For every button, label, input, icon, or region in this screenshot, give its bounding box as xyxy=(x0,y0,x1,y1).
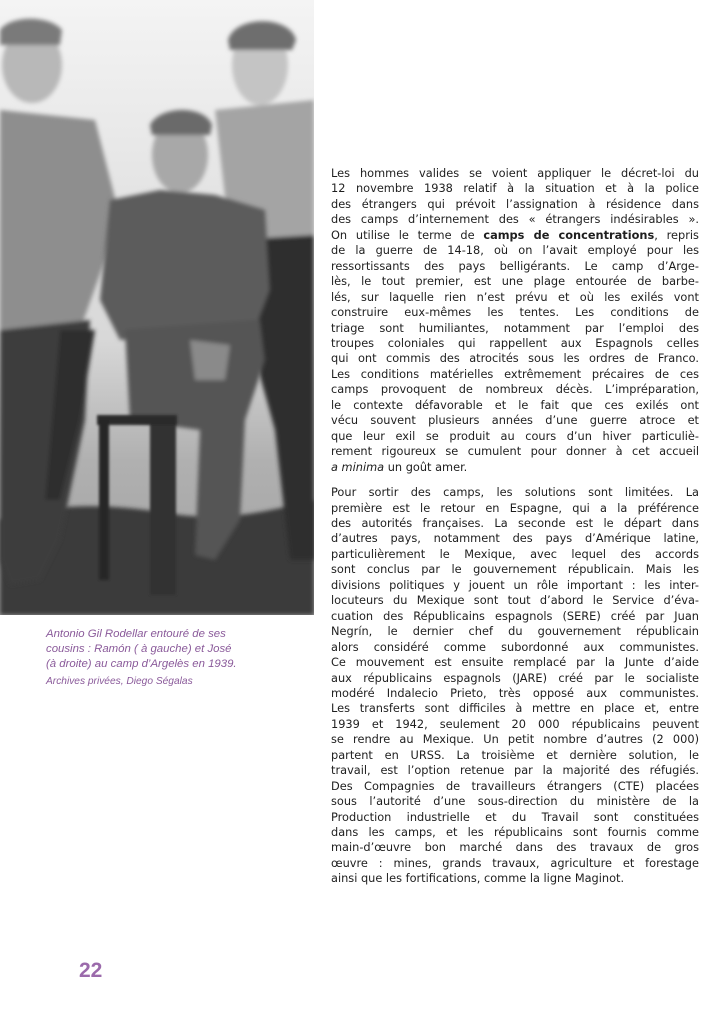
text-line: travail, est l’option retenue par la majorité des réfugiés. xyxy=(331,763,699,778)
text-line: des camps d’internement des « étrangers indésirables ». xyxy=(331,212,699,227)
text-line: 12 novembre 1938 relatif à la situation et à la police xyxy=(331,181,699,196)
emphasis-bold: camps de concentrations xyxy=(483,227,655,242)
paragraph-solutions xyxy=(331,485,699,887)
text-line: des étrangers qui prévoit l’assignation à résidence dans xyxy=(331,196,699,211)
text-line: se rendre au Mexique. Un petit nombre d’autres (2 000) xyxy=(331,732,699,747)
text-line: partent en URSS. La troisième et dernière solution, le xyxy=(331,747,699,762)
text-line: le contexte défavorable et le fait que ces exilés ont xyxy=(331,397,699,412)
historical-photo xyxy=(0,0,314,615)
text-line: lés, sur laquelle rien n’est prévu et où les exilés vont xyxy=(331,289,699,304)
text-line: construire eux-mêmes les tentes. Les conditions de xyxy=(331,305,699,320)
text-line: Des Compagnies de travailleurs étrangers (CTE) placées xyxy=(331,778,699,793)
text-line: Production industrielle et du Travail sont constituées xyxy=(331,809,699,824)
text-line: divisions politiques y jouent un rôle important : les inter- xyxy=(331,577,699,592)
paragraph-camps xyxy=(331,166,699,475)
text-line: cuation des Républicains espagnols (SERE) créé par Juan xyxy=(331,608,699,623)
text-line: modéré Indalecio Prieto, très opposé aux communistes. xyxy=(331,685,699,700)
text-line: aux républicains espagnols (JARE) créé par le socialiste xyxy=(331,670,699,685)
text-line: des autorités françaises. La seconde est le départ dans xyxy=(331,515,699,530)
text-line: sont conclus par le gouvernement républicain. Mais les xyxy=(331,562,699,577)
caption-line: cousins : Ramón ( à gauche) et José xyxy=(46,643,232,656)
text-line: locuteurs du Mexique sont tout d’abord le Service d’éva- xyxy=(331,593,699,608)
text-line: que leur exil se produit au cours d’un hiver particuliè- xyxy=(331,428,699,443)
text-line xyxy=(331,460,699,475)
text-line: Les hommes valides se voient appliquer le décret-loi du xyxy=(331,166,699,180)
text-line: première est le retour en Espagne, qui a la préférence xyxy=(331,500,699,515)
text-line: ressortissants des pays belligérants. Le camp d’Arge- xyxy=(331,258,699,273)
emphasis-italic: a minima xyxy=(331,459,385,474)
text-line: de la guerre de 14-18, où on l’avait employé pour les xyxy=(331,243,699,258)
text-run: , repris xyxy=(654,227,699,242)
caption-line: (à droite) au camp d’Argelès en 1939. xyxy=(46,658,237,671)
text-run: On utilise le terme de xyxy=(331,227,484,242)
text-line: ainsi que les fortifications, comme la ligne Maginot. xyxy=(331,871,625,886)
text-line: vécu souvent plusieurs années d’une guerre atroce et xyxy=(331,413,699,428)
text-line: camps provoquent de nombreux décès. L’impréparation, xyxy=(331,382,699,397)
text-line: particulièrement le Mexique, avec lequel des accords xyxy=(331,546,699,561)
text-line: Les transferts sont difficiles à mettre en place et, entre xyxy=(331,701,699,716)
caption-line: Antonio Gil Rodellar entouré de ses xyxy=(46,628,226,640)
text-line xyxy=(331,228,699,243)
photo-illustration xyxy=(0,0,314,615)
text-line: dans les camps, et les républicains sont fournis comme xyxy=(331,825,699,840)
text-line: alors considéré comme subordonné aux communistes. xyxy=(331,639,699,654)
text-line: lès, le tout premier, est une plage entourée de barbe- xyxy=(331,274,699,289)
text-line: qui ont commis des atrocités sous les ordres de Franco. xyxy=(331,351,699,366)
text-line: 1939 et 1942, seulement 20 000 républicains peuvent xyxy=(331,716,699,731)
text-line: rement rigoureux se cumulent pour donner à cet accueil xyxy=(331,444,699,459)
text-line: triage sont humiliantes, notamment par l’emploi des xyxy=(331,320,699,335)
text-line: troupes coloniales qui rappellent aux Espagnols celles xyxy=(331,335,699,350)
text-line: Les conditions matérielles extrêmement précaires de ces xyxy=(331,366,699,381)
page-number: 22 xyxy=(79,959,103,982)
text-line: Negrín, le dernier chef du gouvernement républicain xyxy=(331,624,699,639)
text-run: un goût amer. xyxy=(384,459,468,474)
photo-credit: Archives privées, Diego Ségalas xyxy=(46,675,193,687)
text-line: sous l’autorité d’une sous-direction du ministère de la xyxy=(331,794,699,809)
text-line: Pour sortir des camps, les solutions sont limitées. La xyxy=(331,485,699,500)
text-line: Ce mouvement est ensuite remplacé par la Junte d’aide xyxy=(331,655,699,670)
text-line: d’autres pays, notamment des pays d’Amérique latine, xyxy=(331,531,699,546)
article-body xyxy=(331,166,699,897)
text-line: main-d’œuvre bon marché dans des travaux de gros xyxy=(331,840,699,855)
text-line: œuvre : mines, grands travaux, agriculture et forestage xyxy=(331,855,699,870)
photo-caption xyxy=(46,627,286,689)
